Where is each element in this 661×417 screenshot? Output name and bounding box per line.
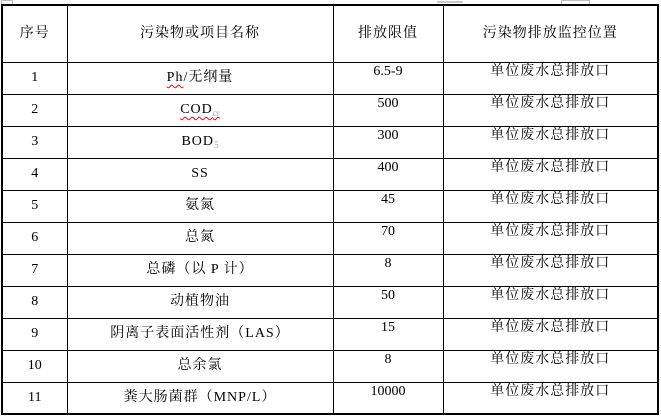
- table-row: [2, 126, 658, 158]
- monitoring-location-cell: 单位废水总排放口: [443, 318, 658, 350]
- monitoring-location-cell: 单位废水总排放口: [443, 126, 658, 158]
- monitoring-location-cell: 单位废水总排放口: [443, 158, 658, 190]
- serial-number-cell: 5: [2, 190, 67, 222]
- monitoring-location-cell: 单位废水总排放口: [443, 94, 658, 126]
- table-row: [2, 254, 658, 286]
- serial-number-cell: 1: [2, 62, 67, 94]
- table-row: [2, 350, 658, 382]
- pollutant-name-cell: $BOD_5$: [67, 126, 333, 158]
- monitoring-location-cell: 单位废水总排放口: [443, 254, 658, 286]
- table-row: [2, 62, 658, 94]
- emission-limit-cell: 10000: [333, 382, 443, 414]
- table-row: [2, 382, 658, 414]
- pollutant-name-cell: [67, 94, 333, 126]
- emission-limit-cell: 400: [333, 158, 443, 190]
- header-serial-number: 序号: [2, 5, 67, 62]
- pollutant-name-cell: Ph/无纲量: [67, 62, 333, 94]
- emission-limit-cell: 300: [333, 126, 443, 158]
- monitoring-location-cell: 单位废水总排放口: [443, 286, 658, 318]
- table-row: [2, 94, 658, 126]
- crop-artifact: [437, 1, 463, 3]
- table-row: [2, 318, 658, 350]
- emission-limit-cell: 8: [333, 350, 443, 382]
- table-row: [2, 190, 658, 222]
- pollutant-name-cell: 总磷（以 P 计）: [67, 254, 333, 286]
- emission-limit-cell: 70: [333, 222, 443, 254]
- pollutant-name-cell: 粪大肠菌群（MNP/L）: [67, 382, 333, 414]
- pollutant-name-cell: 动植物油: [67, 286, 333, 318]
- serial-number-cell: 4: [2, 158, 67, 190]
- table-row: [2, 158, 658, 190]
- table-row: [2, 286, 658, 318]
- serial-number-cell: 10: [2, 350, 67, 382]
- serial-number-cell: 2: [2, 94, 67, 126]
- pollutant-name-cell: 阴离子表面活性剂（LAS）: [67, 318, 333, 350]
- monitoring-location-cell: 单位废水总排放口: [443, 190, 658, 222]
- serial-number-cell: 3: [2, 126, 67, 158]
- emission-limit-cell: 500: [333, 94, 443, 126]
- spellcheck-marked-text: $COD_{cr}$: [180, 101, 220, 118]
- header-emission-limit: 排放限值: [333, 5, 443, 62]
- pollutant-name-cell: 氨氮: [67, 190, 333, 222]
- header-monitoring-location: 污染物排放监控位置: [443, 5, 658, 62]
- pollutant-name-cell: 总余氯: [67, 350, 333, 382]
- pollutant-name-cell: SS: [67, 158, 333, 190]
- serial-number-cell: 9: [2, 318, 67, 350]
- serial-number-cell: 8: [2, 286, 67, 318]
- serial-number-cell: 6: [2, 222, 67, 254]
- monitoring-location-cell: 单位废水总排放口: [443, 62, 658, 94]
- pollutant-limits-table: [1, 4, 659, 415]
- monitoring-location-cell: 单位废水总排放口: [443, 350, 658, 382]
- emission-limit-cell: 45: [333, 190, 443, 222]
- monitoring-location-cell: 单位废水总排放口: [443, 222, 658, 254]
- emission-limit-cell: 15: [333, 318, 443, 350]
- serial-number-cell: 7: [2, 254, 67, 286]
- table-row: [2, 222, 658, 254]
- serial-number-cell: 11: [2, 382, 67, 414]
- emission-limit-cell: 8: [333, 254, 443, 286]
- table-header-row: [2, 5, 658, 62]
- monitoring-location-cell: 单位废水总排放口: [443, 382, 658, 414]
- pollutant-name-cell: 总氮: [67, 222, 333, 254]
- emission-limit-cell: 6.5-9: [333, 62, 443, 94]
- emission-limit-cell: 50: [333, 286, 443, 318]
- spellcheck-marked-text: Ph: [166, 69, 184, 85]
- header-pollutant-name: 污染物或项目名称: [67, 5, 333, 62]
